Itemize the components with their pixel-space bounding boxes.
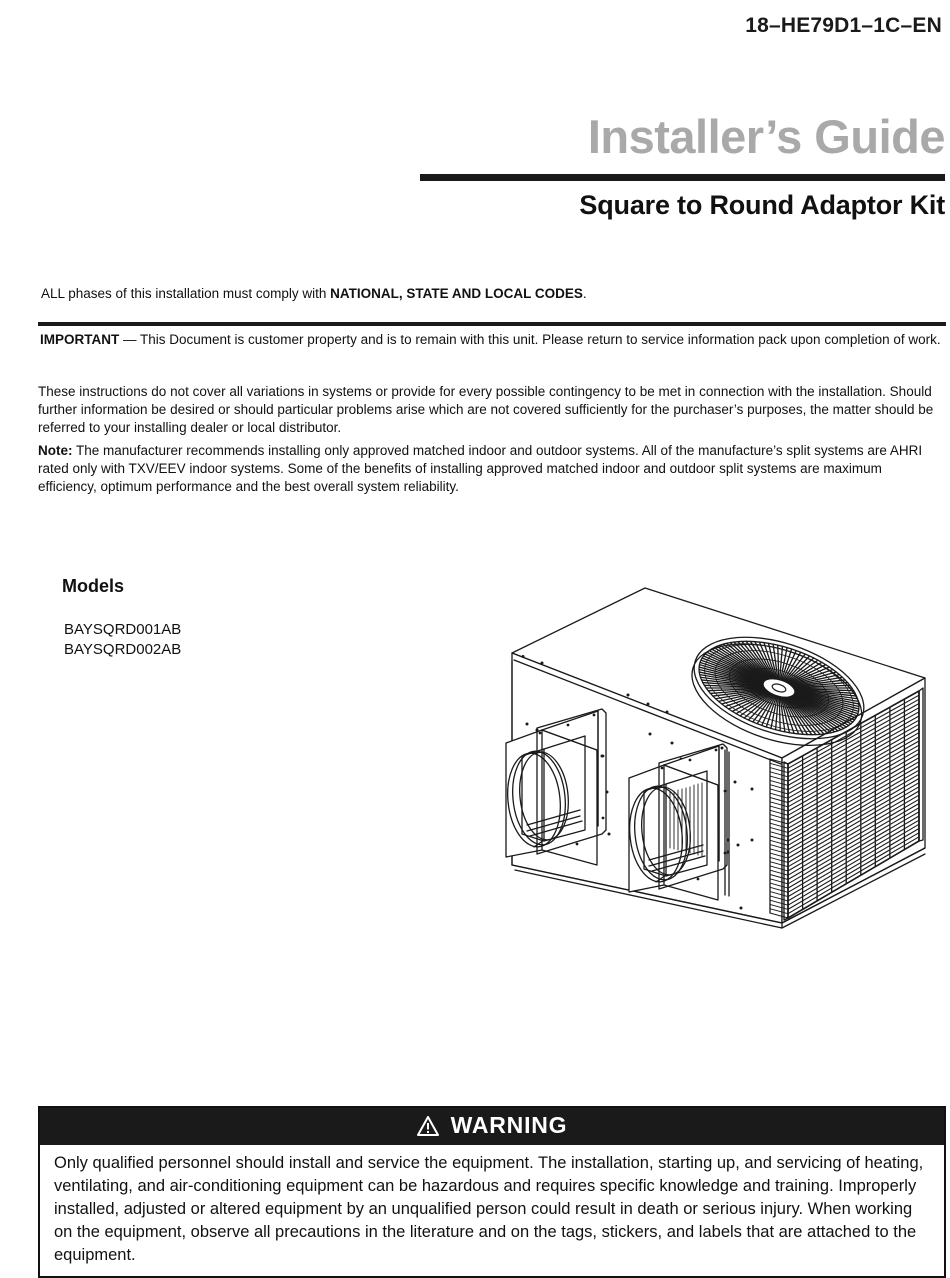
note-text: The manufacturer recommends installing only approved matched indoor and outdoor systems. All of the manufacture’s split systems are AHRI rated only with TXV/EEV indoor systems. Some of the benefits of installing approved matched indoor and outdoor split systems are maximum efficiency, optimum performance and the best overall system reliability. <box>38 443 923 495</box>
model-item: BAYSQRD002AB <box>64 640 182 658</box>
note-label: Note: <box>38 443 73 458</box>
page-subtitle: Square to Round Adaptor Kit <box>579 190 945 221</box>
codes-notice-bold: NATIONAL, STATE AND LOCAL CODES <box>330 286 583 301</box>
important-text: — This Document is customer property and is to remain with this unit. Please return to service information pack upon completion of work. <box>119 332 941 347</box>
model-item: BAYSQRD001AB <box>64 621 182 638</box>
codes-notice-suffix: . <box>582 286 587 301</box>
product-illustration <box>482 578 950 968</box>
codes-notice-prefix: ALL phases of this installation must comply with <box>41 286 331 301</box>
warning-body: Only qualified personnel should install and service the equipment. The installation, starting up, and servicing of heating, ventilating, and air-conditioning equipment can be hazardous and requires specific knowledge and training. Improperly installed, adjusted or altered equipment by an unqualified person could result in death or serious injury. When working on the equipment, observe all precautions in the literature and on the tags, stickers, and labels that are attached to the equipment. <box>40 1145 944 1276</box>
document-code: 18–HE79D1–1C–EN <box>745 14 942 37</box>
codes-notice <box>41 286 921 301</box>
title-divider <box>420 174 945 181</box>
warning-header-label: WARNING <box>450 1112 568 1138</box>
note-paragraph <box>38 442 943 497</box>
instructions-paragraph: These instructions do not cover all variations in systems or provide for every possible contingency to be met in connection with the installation. Should further information be desired or should particular problems arise which are not covered sufficiently for the purchaser’s purposes, the matter should be referred to your installing dealer or local distributor. <box>38 384 934 436</box>
warning-triangle-icon <box>417 1116 439 1136</box>
page-title: Installer’s Guide <box>587 110 945 163</box>
models-list <box>64 620 181 660</box>
important-divider <box>38 322 946 326</box>
warning-header <box>40 1108 944 1145</box>
warning-box <box>38 1106 946 1278</box>
important-label: IMPORTANT <box>40 332 120 347</box>
title-block <box>420 112 945 221</box>
important-notice <box>40 331 943 349</box>
models-heading: Models <box>62 576 125 596</box>
